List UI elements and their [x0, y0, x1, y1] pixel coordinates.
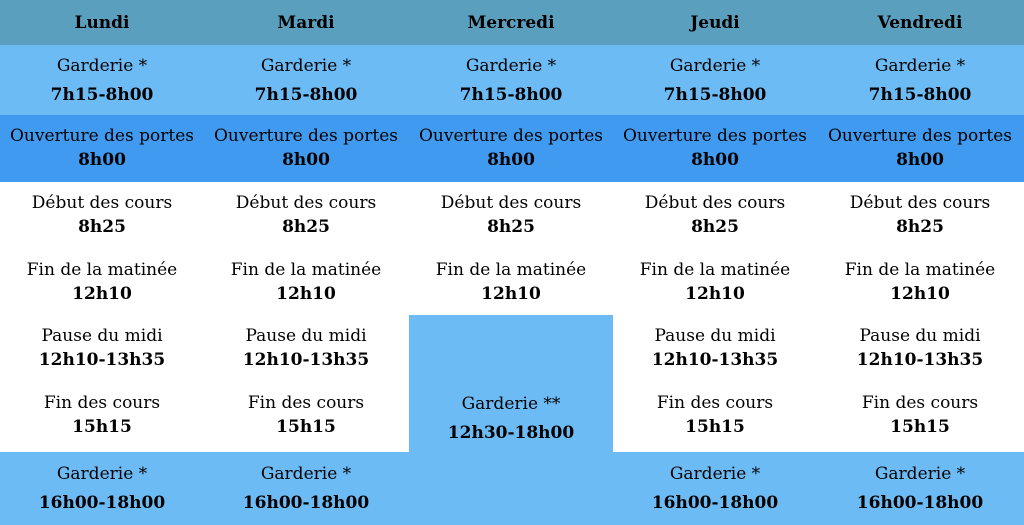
evening-care-cell: [613, 462, 817, 515]
lunch-break-label: Pause du midi: [654, 326, 776, 346]
lunch-break-label: Pause du midi: [859, 326, 981, 346]
doors-open-time: 8h00: [896, 150, 944, 170]
evening-care-time: 16h00-18h00: [856, 493, 984, 513]
lunch-break-time: 12h10-13h35: [856, 350, 984, 370]
morning-care-time: 7h15-8h00: [50, 85, 154, 105]
doors-open-label: Ouverture des portes: [214, 126, 398, 146]
classes-end-time: 15h15: [685, 417, 745, 437]
evening-care-cell: [818, 462, 1022, 515]
morning-care-cell: [409, 54, 613, 107]
doors-open-time: 8h00: [78, 150, 126, 170]
doors-open-cell: [818, 124, 1022, 172]
classes-start-cell: [409, 191, 613, 239]
evening-care-cell: [204, 462, 408, 515]
doors-open-cell: [409, 124, 613, 172]
day-header: Mardi: [277, 13, 335, 33]
morning-end-label: Fin de la matinée: [639, 260, 791, 280]
doors-open-label: Ouverture des portes: [419, 126, 603, 146]
lunch-break-cell: [204, 324, 408, 372]
wednesday-care-cell: [409, 392, 613, 445]
day-header: Vendredi: [877, 13, 963, 33]
morning-end-time: 12h10: [72, 284, 132, 304]
doors-open-label: Ouverture des portes: [10, 126, 194, 146]
morning-care-label: Garderie *: [260, 56, 352, 76]
classes-end-label: Fin des cours: [247, 393, 365, 413]
classes-end-cell: [0, 391, 204, 439]
morning-end-label: Fin de la matinée: [26, 260, 178, 280]
classes-start-label: Début des cours: [440, 193, 582, 213]
doors-open-label: Ouverture des portes: [828, 126, 1012, 146]
morning-care-label: Garderie *: [465, 56, 557, 76]
evening-care-label: Garderie *: [669, 464, 761, 484]
classes-start-label: Début des cours: [235, 193, 377, 213]
lunch-break-time: 12h10-13h35: [242, 350, 370, 370]
column-vendredi: [818, 0, 1022, 525]
lunch-break-cell: [818, 324, 1022, 372]
column-mercredi: [409, 0, 613, 525]
doors-open-cell: [0, 124, 204, 172]
day-header: Jeudi: [690, 13, 740, 33]
classes-start-time: 8h25: [282, 217, 330, 237]
morning-care-time: 7h15-8h00: [254, 85, 358, 105]
classes-start-cell: [204, 191, 408, 239]
lunch-break-time: 12h10-13h35: [38, 350, 166, 370]
classes-start-time: 8h25: [487, 217, 535, 237]
lunch-break-time: 12h10-13h35: [651, 350, 779, 370]
lunch-break-label: Pause du midi: [245, 326, 367, 346]
classes-end-time: 15h15: [890, 417, 950, 437]
morning-care-label: Garderie *: [56, 56, 148, 76]
classes-end-time: 15h15: [72, 417, 132, 437]
morning-end-time: 12h10: [890, 284, 950, 304]
classes-start-time: 8h25: [896, 217, 944, 237]
morning-care-time: 7h15-8h00: [663, 85, 767, 105]
morning-end-cell: [818, 258, 1022, 306]
morning-end-time: 12h10: [685, 284, 745, 304]
morning-care-time: 7h15-8h00: [459, 85, 563, 105]
lunch-break-cell: [613, 324, 817, 372]
doors-open-label: Ouverture des portes: [623, 126, 807, 146]
evening-care-time: 16h00-18h00: [38, 493, 166, 513]
doors-open-time: 8h00: [487, 150, 535, 170]
morning-end-label: Fin de la matinée: [435, 260, 587, 280]
classes-start-cell: [818, 191, 1022, 239]
evening-care-label: Garderie *: [56, 464, 148, 484]
morning-care-cell: [204, 54, 408, 107]
lunch-break-label: Pause du midi: [41, 326, 163, 346]
classes-end-cell: [613, 391, 817, 439]
morning-end-time: 12h10: [276, 284, 336, 304]
day-header: Lundi: [74, 13, 130, 33]
classes-start-cell: [613, 191, 817, 239]
evening-care-label: Garderie *: [260, 464, 352, 484]
column-lundi: [0, 0, 204, 525]
classes-end-label: Fin des cours: [656, 393, 774, 413]
classes-start-time: 8h25: [78, 217, 126, 237]
morning-end-time: 12h10: [481, 284, 541, 304]
doors-open-cell: [613, 124, 817, 172]
morning-end-label: Fin de la matinée: [844, 260, 996, 280]
evening-care-cell: [0, 462, 204, 515]
classes-start-label: Début des cours: [849, 193, 991, 213]
lunch-break-cell: [0, 324, 204, 372]
morning-end-cell: [409, 258, 613, 306]
doors-open-time: 8h00: [282, 150, 330, 170]
doors-open-cell: [204, 124, 408, 172]
classes-start-time: 8h25: [691, 217, 739, 237]
morning-care-label: Garderie *: [669, 56, 761, 76]
classes-end-label: Fin des cours: [861, 393, 979, 413]
morning-care-cell: [613, 54, 817, 107]
morning-care-label: Garderie *: [874, 56, 966, 76]
morning-care-cell: [0, 54, 204, 107]
morning-end-label: Fin de la matinée: [230, 260, 382, 280]
classes-start-label: Début des cours: [644, 193, 786, 213]
day-header: Mercredi: [467, 13, 555, 33]
morning-care-cell: [818, 54, 1022, 107]
column-jeudi: [613, 0, 817, 525]
evening-care-time: 16h00-18h00: [242, 493, 370, 513]
morning-end-cell: [0, 258, 204, 306]
evening-care-time: 16h00-18h00: [651, 493, 779, 513]
classes-end-cell: [818, 391, 1022, 439]
wednesday-care-time: 12h30-18h00: [447, 423, 575, 443]
morning-end-cell: [204, 258, 408, 306]
morning-care-time: 7h15-8h00: [868, 85, 972, 105]
doors-open-time: 8h00: [691, 150, 739, 170]
classes-end-cell: [204, 391, 408, 439]
morning-end-cell: [613, 258, 817, 306]
classes-end-time: 15h15: [276, 417, 336, 437]
evening-care-label: Garderie *: [874, 464, 966, 484]
classes-end-label: Fin des cours: [43, 393, 161, 413]
column-mardi: [204, 0, 408, 525]
wednesday-care-label: Garderie **: [461, 394, 561, 414]
classes-start-cell: [0, 191, 204, 239]
classes-start-label: Début des cours: [31, 193, 173, 213]
